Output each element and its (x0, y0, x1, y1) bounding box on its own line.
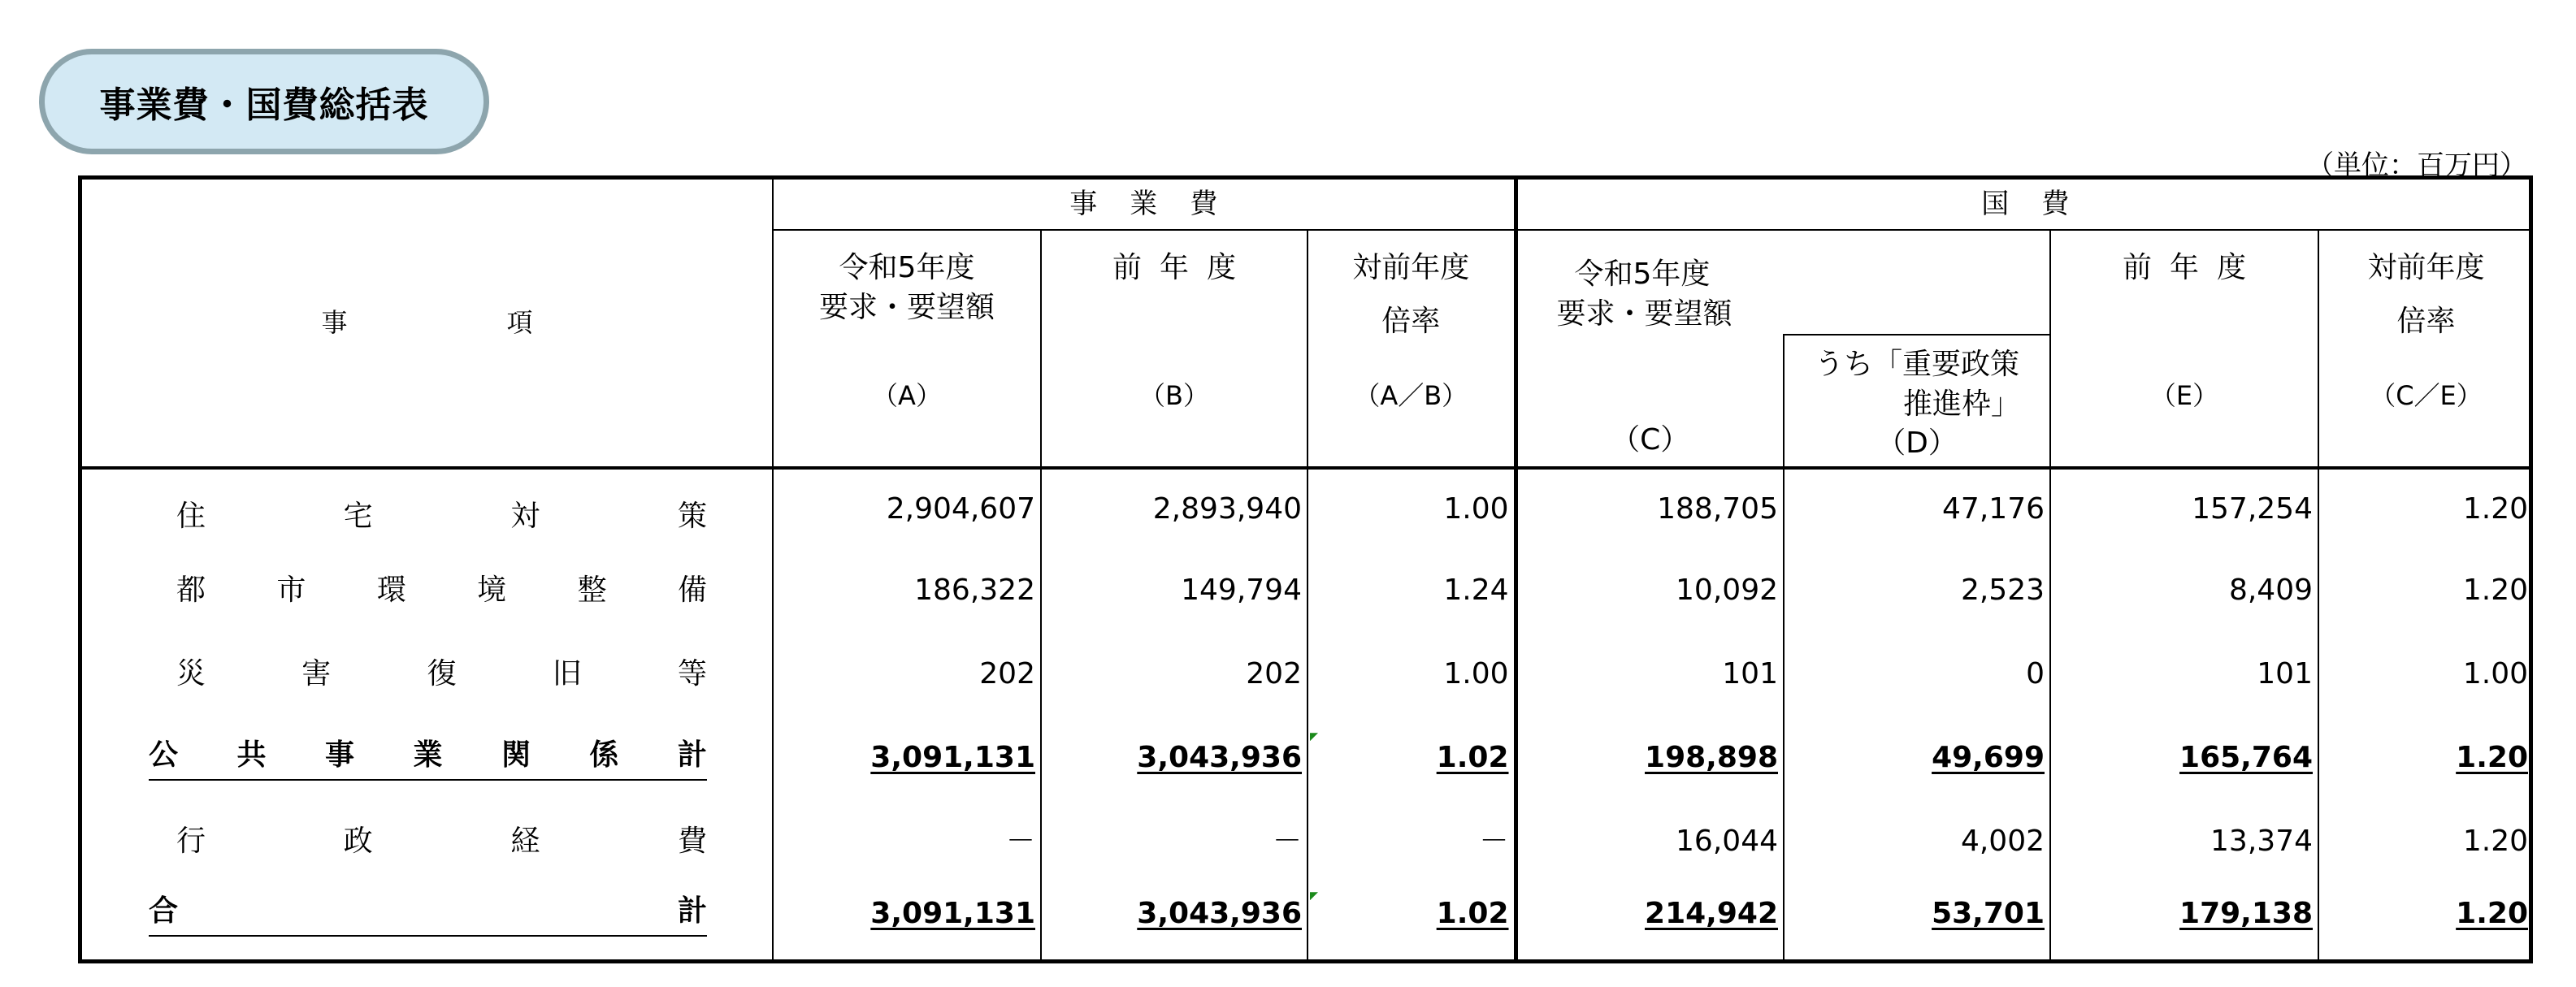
cell-b: 149,794 (1041, 549, 1308, 633)
cell-ce: 1.20 (2318, 468, 2533, 549)
col-d-letter: （D） (1876, 426, 1958, 461)
cell-e: 8,409 (2050, 549, 2318, 633)
cell-c: 16,044 (1516, 800, 1784, 884)
col-b-line1: 前年度 (1112, 251, 1254, 284)
kokuhi-group-header: 国費 (1516, 180, 2533, 230)
col-c-line2: 要求・要望額 (1556, 297, 1733, 331)
jigyouhi-group-header: 事業費 (773, 180, 1516, 230)
row-label: 公 共 事 業 関 係 計 (82, 716, 773, 800)
col-a-line2: 要求・要望額 (818, 290, 995, 324)
cell-b: 3,043,936 (1041, 884, 1308, 959)
cell-b: 202 (1041, 633, 1308, 716)
cell-ce: 1.20 (2318, 884, 2533, 959)
cell-e: 13,374 (2050, 800, 2318, 884)
col-a-line1: 令和5年度 (839, 251, 975, 284)
col-ab-letter: （A／B） (1354, 380, 1468, 411)
table-title: 事業費・国費総括表 (99, 84, 429, 126)
table-row (82, 800, 2533, 884)
col-a-letter: （A） (872, 380, 942, 411)
cell-a: 2,904,607 (773, 468, 1041, 549)
col-ab-line1: 対前年度 (1352, 251, 1470, 284)
cell-b: 3,043,936 (1041, 716, 1308, 800)
cell-d: 53,701 (1784, 884, 2050, 959)
col-e-letter: （E） (2149, 380, 2219, 411)
table-row (82, 468, 2533, 549)
cell-c: 10,092 (1516, 549, 1784, 633)
table-row-subtotal (82, 716, 2533, 800)
col-ce-line2: 倍率 (2396, 304, 2456, 338)
cell-a: 186,322 (773, 549, 1041, 633)
col-b-letter: （B） (1139, 380, 1209, 411)
cell-ab: 1.24 (1308, 549, 1516, 633)
cell-d: 2,523 (1784, 549, 2050, 633)
cell-ab: 1.00 (1308, 468, 1516, 549)
col-ab-line2: 倍率 (1381, 304, 1441, 338)
cell-ab: 1.02 (1308, 716, 1516, 800)
cell-ce: 1.20 (2318, 716, 2533, 800)
col-d-line2: 推進枠」 (1902, 387, 2020, 421)
cell-d: 47,176 (1784, 468, 2050, 549)
cell-c: 214,942 (1516, 884, 1784, 959)
cell-ab: 1.02 (1308, 884, 1516, 959)
cell-marker-icon (1310, 892, 1318, 900)
item-header-char-2: 項 (506, 307, 533, 338)
col-ce-letter: （C／E） (2370, 380, 2483, 411)
row-label: 都 市 環 境 整 備 (176, 574, 707, 608)
cell-c: 188,705 (1516, 468, 1784, 549)
item-header-char-1: 事 (321, 307, 348, 338)
cell-c: 101 (1516, 633, 1784, 716)
cell-ce: 1.20 (2318, 800, 2533, 884)
cell-d: 49,699 (1784, 716, 2050, 800)
cell-b: － (1041, 800, 1308, 884)
row-label: 住 宅 対 策 (176, 499, 707, 533)
cell-ce: 1.20 (2318, 549, 2533, 633)
cell-a: 202 (773, 633, 1041, 716)
table-row (82, 549, 2533, 633)
cell-e: 101 (2050, 633, 2318, 716)
row-label: 合 計 (82, 884, 773, 959)
item-column-header (82, 180, 773, 468)
col-c-header (1516, 230, 2050, 335)
cell-e: 157,254 (2050, 468, 2318, 549)
cell-ab: 1.00 (1308, 633, 1516, 716)
cell-e: 165,764 (2050, 716, 2318, 800)
unit-label: （単位：百万円） (2306, 149, 2527, 182)
col-a-header (773, 230, 1041, 468)
cell-a: 3,091,131 (773, 716, 1041, 800)
summary-table (78, 175, 2533, 963)
col-c-letter: （C） (1516, 335, 1784, 468)
cell-marker-icon (1310, 733, 1318, 741)
col-e-line1: 前年度 (2122, 251, 2264, 284)
cell-a: 3,091,131 (773, 884, 1041, 959)
cell-d: 0 (1784, 633, 2050, 716)
col-b-header (1041, 230, 1308, 468)
col-e-header (2050, 230, 2318, 468)
col-ce-header (2318, 230, 2533, 468)
col-c-line1: 令和5年度 (1574, 258, 1711, 291)
row-label: 行 政 経 費 (176, 825, 707, 859)
table-row-total (82, 884, 2533, 959)
row-label: 災 害 復 旧 等 (176, 657, 707, 691)
cell-ce: 1.00 (2318, 633, 2533, 716)
cell-d: 4,002 (1784, 800, 2050, 884)
col-ab-header (1308, 230, 1516, 468)
cell-a: － (773, 800, 1041, 884)
col-d-header (1784, 335, 2050, 468)
table-row (82, 633, 2533, 716)
col-d-line1: うち「重要政策 (1814, 348, 2019, 382)
cell-b: 2,893,940 (1041, 468, 1308, 549)
cell-e: 179,138 (2050, 884, 2318, 959)
cell-c: 198,898 (1516, 716, 1784, 800)
cell-ab: － (1308, 800, 1516, 884)
col-ce-line1: 対前年度 (2367, 251, 2485, 284)
table-title-badge (39, 49, 489, 154)
